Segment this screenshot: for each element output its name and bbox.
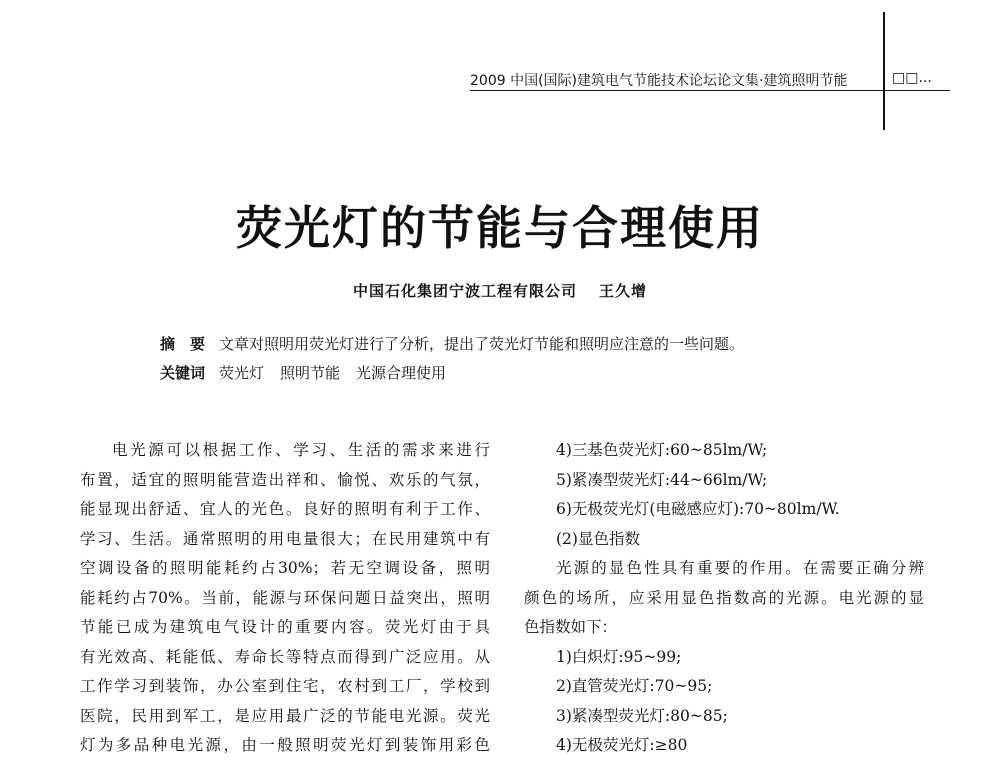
author-line	[0, 280, 1000, 301]
body-line: 有光效高、耗能低、寿命长等特点而得到广泛应用。从	[80, 647, 490, 666]
body-line: 色指数如下：	[524, 618, 618, 636]
list-item: 2)直管荧光灯:70~95;	[556, 677, 713, 695]
running-header: 2009 中国(国际)建筑电气节能技术论坛论文集·建筑照明节能	[470, 73, 848, 89]
header-vertical-rule	[883, 12, 885, 130]
keyword: 光源合理使用	[356, 364, 447, 382]
section-heading: (2)显色指数	[556, 529, 640, 548]
body-line: 布置，适宜的照明能营造出祥和、愉悦、欢乐的气氛，	[80, 470, 490, 489]
affiliation: 中国石化集团宁波工程有限公司	[352, 282, 577, 300]
body-line: 能耗约占70%。当前，能源与环保问题日益突出，照明	[80, 588, 490, 607]
list-item: 3)紧凑型荧光灯:80~85;	[556, 706, 728, 725]
abstract	[160, 333, 744, 354]
body-line: 工作学习到装饰，办公室到住宅，农村到工厂，学校到	[80, 677, 490, 695]
abstract-text: 文章对照明用荧光灯进行了分析，提出了荧光灯节能和照明应注意的一些问题。	[219, 335, 745, 353]
body-line: 节能已成为建筑电气设计的重要内容。荧光灯由于具	[80, 618, 490, 636]
list-item: 4)无极荧光灯:≥80	[556, 736, 688, 754]
keywords-label: 关键词	[160, 364, 206, 382]
body-column-right	[524, 436, 924, 761]
list-item: 4)三基色荧光灯:60~85lm/W;	[556, 441, 768, 459]
body-line: 空调设备的照明能耗约占30%；若无空调设备，照明	[80, 559, 490, 577]
abstract-label: 摘 要	[160, 335, 206, 353]
keyword: 照明节能	[280, 364, 341, 382]
list-item: 5)紧凑型荧光灯:44~66lm/W;	[556, 470, 768, 489]
body-line: 光源的显色性具有重要的作用。在需要正确分辨	[556, 559, 924, 577]
page-number-mark: □□...	[892, 70, 932, 86]
paper-title: 荧光灯的节能与合理使用	[236, 201, 764, 255]
body-line: 颜色的场所，应采用显色指数高的光源。电光源的显	[524, 588, 924, 607]
keywords	[160, 362, 462, 383]
list-item: 1)白炽灯:95~99;	[556, 647, 682, 666]
body-line: 学习、生活。通常照明的用电量很大；在民用建筑中有	[80, 529, 490, 548]
list-item: 6)无极荧光灯(电磁感应灯):70~80lm/W.	[556, 500, 840, 518]
body-line: 电光源可以根据工作、学习、生活的需求来进行	[112, 441, 490, 459]
author-name: 王久增	[599, 282, 648, 300]
body-column-left	[80, 436, 490, 761]
header-rule	[470, 90, 950, 91]
body-line: 医院，民用到军工，是应用最广泛的节能电光源。荧光	[80, 706, 490, 725]
body-line: 灯为多品种电光源，由一般照明荧光灯到装饰用彩色	[80, 736, 490, 754]
keyword: 荧光灯	[219, 364, 265, 382]
body-line: 能显现出舒适、宜人的光色。良好的照明有利于工作、	[80, 500, 490, 518]
